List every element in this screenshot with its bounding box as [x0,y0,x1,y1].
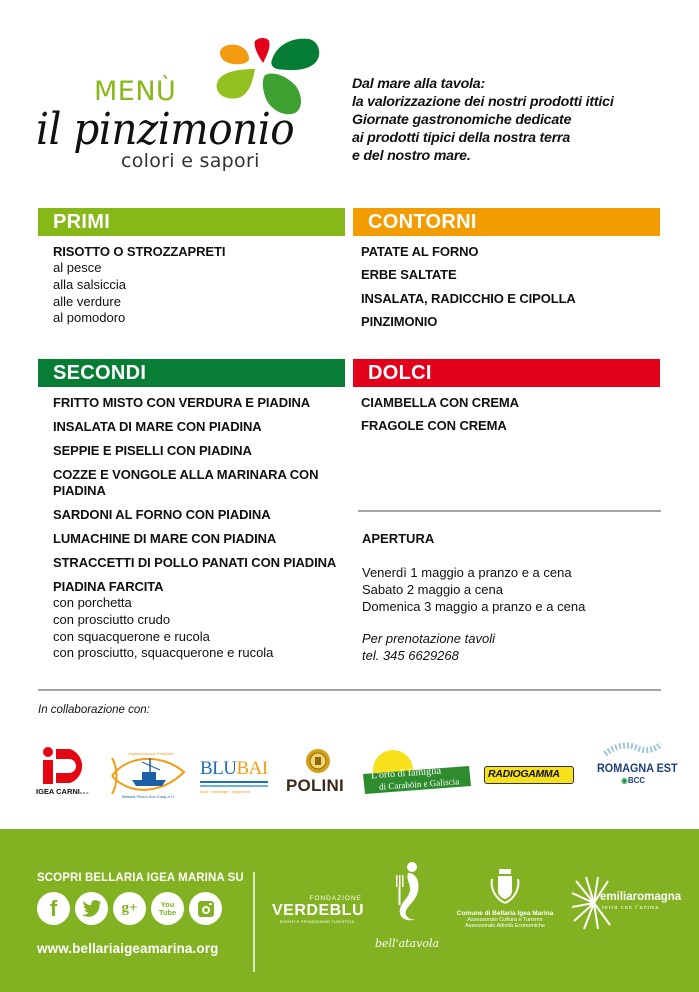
website-link[interactable]: www.bellariaigeamarina.org [37,941,219,956]
dish-name: INSALATA, RADICCHIO E CIPOLLA [361,290,576,306]
verdeblu-name: VERDEBLU [272,902,365,919]
comune-logo [450,867,560,929]
dish-name: SEPPIE E PISELLI CON PIADINA [53,443,252,458]
orange-petal [220,45,249,65]
dish-name: PATATE AL FORNO [361,244,479,259]
section-header-secondi: SECONDI [38,359,345,387]
partner-blubai-logo [200,758,272,802]
intro-line: la valorizzazione dei nostri prodotti ittici [352,94,614,110]
logo-name-text: il pinzimonio [36,104,295,155]
opening-info [362,531,662,665]
blubai-wave [200,781,268,783]
partner-romagna-est-logo [593,740,678,800]
logo-subtitle: colori e sapori [121,150,260,172]
dish-name: LUMACHINE DI MARE CON PIADINA [53,531,277,546]
verdeblu-logo [272,895,365,924]
intro-line: e del nostro mare. [352,148,471,164]
romagna-name: ROMAGNA EST [597,761,678,775]
dark-green-petal [271,39,319,70]
orto-line1: L'orto di famiglia [370,765,442,782]
booking-label: Per prenotazione tavoli [362,631,495,647]
polini-name: POLINI [286,776,344,795]
bcc-icon: ◉ [620,776,628,785]
polini-emblem-icon [305,748,331,774]
emiliaromagna-logo [570,867,690,947]
igea-name: IGEA CARNI [36,787,80,796]
opening-date: Sabato 2 maggio a cena [362,581,503,597]
divider [358,510,661,512]
opening-date: Domenica 3 maggio a pranzo e a cena [362,598,586,614]
red-petal [255,38,270,63]
sun-rays-icon [570,875,618,931]
discover-label: SCOPRI BELLARIA IGEA MARINA SU [37,872,244,884]
logo-menu-text: MENÙ [94,76,177,107]
dish-variant: alla salsiccia [53,276,126,292]
verdeblu-bottom: EVENTI E PROMOZIONE TURISTICA [279,919,355,924]
dish-name: ERBE SALTATE [361,267,457,283]
mermaid-fork-icon [394,861,424,923]
dish-variant: con porchetta [53,595,132,610]
section-header-primi: PRIMI [38,208,345,236]
section-secondi [38,359,345,662]
bellatavola-name: bell'atavola [374,937,440,950]
verdeblu-top: FONDAZIONE [309,895,362,902]
dish-variant: con prosciutto crudo [53,611,171,627]
facebook-icon[interactable]: f [37,892,70,925]
emilia-tagline: terra con l'anima [602,905,660,911]
footer-divider [253,872,255,972]
blubai-wave [200,785,268,787]
partner-op-bellaria-logo [106,750,188,802]
dish-name: FRITTO MISTO CON VERDURA E PIADINA [53,395,311,410]
social-links [37,892,222,925]
dish-name: RISOTTO O STROZZAPRETI [53,244,226,259]
intro-line: ai prodotti tipici della nostra terra [352,130,571,146]
dish-name: CIAMBELLA CON CREMA [361,395,519,410]
intro-line: Giornate gastronomiche dedicate [352,112,572,128]
dish-name: COZZE E VONGOLE ALLA MARINARA CON PIADINA [53,467,319,498]
dish-variant: al pesce [53,260,102,275]
bcc-name: ◉BCC [620,776,646,785]
booking-info [362,631,662,665]
intro-text [352,75,692,165]
dish-name: INSALATA DI MARE CON PIADINA [53,419,262,434]
comune-line1: Assessorato Cultura e Turismo [467,917,543,923]
collaboration-label: In collaborazione con: [38,704,150,716]
blubai-tagline: food · beverage · equipment [200,789,251,794]
partner-orto-logo [361,748,473,798]
comune-name: Comune di Bellaria Igea Marina [456,910,554,917]
twitter-icon[interactable] [75,892,108,925]
dish-name: SARDONI AL FORNO CON PIADINA [53,507,271,522]
op-top-text: Organizzazione Produttori [128,751,175,756]
section-primi [38,208,345,327]
pinzimonio-logo [0,0,340,190]
igea-mark-icon [40,745,86,785]
orto-line2: di Caraböin e Galiscia [378,776,460,792]
partner-logos [30,740,678,805]
intro-line: Dal mare alla tavola: [352,76,486,92]
section-contorni [353,208,660,338]
radiogamma-name: RADIOGAMMA [488,768,560,780]
divider [38,689,661,691]
dish-variant: alle verdure [53,293,121,309]
igea-suffix: s.n.c. [79,790,90,795]
youtube-icon[interactable]: You Tube [151,892,184,925]
blubai-name-bai: BAI [236,758,268,779]
dish-variant: con prosciutto, squacquerone e rucola [53,645,274,661]
dish-name: STRACCETTI DI POLLO PANATI CON PIADINA [53,555,337,570]
lime-petal [217,69,255,99]
booking-phone[interactable]: tel. 345 6629268 [362,648,459,664]
dish-variant: con squacquerone e rucola [53,628,210,644]
partner-polini-logo [286,748,350,802]
dish-name: PINZIMONIO [361,314,438,330]
dish-variant: al pomodoro [53,310,126,326]
op-bottom-text: Bellaria Pesca Soc Coop a r.l. [122,794,175,799]
bellatavola-logo [372,861,442,961]
romagna-dots-icon [601,740,665,760]
footer [0,829,699,992]
google-plus-icon[interactable]: g+ [113,892,146,925]
opening-title: APERTURA [362,531,435,546]
instagram-icon[interactable] [189,892,222,925]
partner-igea-carni-logo [36,745,98,803]
section-dolci [353,359,660,442]
piadina-farcita [53,579,345,662]
dish-name: PIADINA FARCITA [53,579,164,594]
partner-radiogamma-logo [484,766,574,784]
blubai-name-blu: BLU [200,758,237,779]
dish-name: FRAGOLE CON CREMA [361,418,507,434]
emilia-name: emiliaromagna [600,891,682,903]
section-header-contorni: CONTORNI [353,208,660,236]
opening-date: Venerdì 1 maggio a pranzo e a cena [362,565,572,580]
municipal-crest-icon [488,867,522,907]
section-header-dolci: DOLCI [353,359,660,387]
comune-line2: Assessorato Attività Economiche [465,923,545,929]
